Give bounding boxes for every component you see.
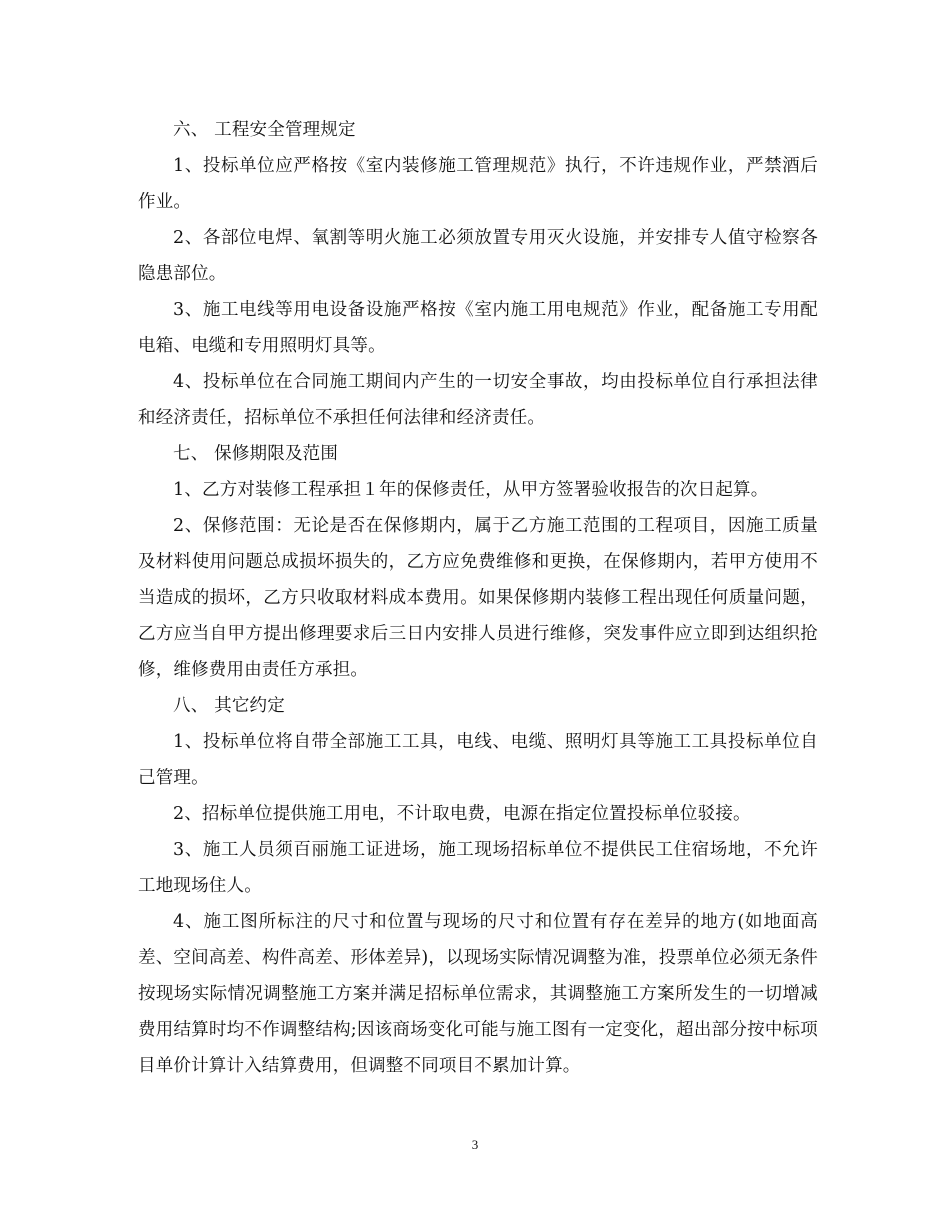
paragraph: 4、施工图所标注的尺寸和位置与现场的尺寸和位置有存在差异的地方(如地面高差、空间高差、构件高差、形体差异)，以现场实际情况调整为准，投票单位必须无条件按现场实际情况调整施工方案并满足招标单位需求，其调整施工方案所发生的一切增减费用结算时均不作调整结构;因该商场变化可能与施工图有一定变化，超出部分按中标项目单价计算计入结算费用，但调整不同项目不累加计算。 (138, 912, 818, 1076)
paragraph: 2、各部位电焊、氧割等明火施工必须放置专用灭火设施，并安排专人值守检察各隐患部位。 (138, 228, 818, 284)
paragraph: 2、招标单位提供施工用电，不计取电费，电源在指定位置投标单位驳接。 (173, 804, 751, 824)
section-heading-other: 八、 其它约定 (173, 696, 285, 716)
page-number: 3 (471, 1137, 479, 1152)
document-body (138, 112, 818, 1084)
paragraph: 3、施工人员须百丽施工证进场，施工现场招标单位不提供民工住宿场地，不允许工地现场住人。 (138, 840, 818, 896)
paragraph: 3、施工电线等用电设备设施严格按《室内施工用电规范》作业，配备施工专用配电箱、电缆和专用照明灯具等。 (138, 300, 818, 356)
paragraph: 4、投标单位在合同施工期间内产生的一切安全事故，均由投标单位自行承担法律和经济责任，招标单位不承担任何法律和经济责任。 (138, 372, 818, 428)
section-heading-safety: 六、 工程安全管理规定 (173, 120, 356, 140)
section-heading-warranty: 七、 保修期限及范围 (173, 444, 339, 464)
paragraph: 2、保修范围：无论是否在保修期内，属于乙方施工范围的工程项目，因施工质量及材料使用问题总成损坏损失的，乙方应免费维修和更换，在保修期内，若甲方使用不当造成的损坏，乙方只收取材料成本费用。如果保修期内装修工程出现任何质量问题，乙方应当自甲方提出修理要求后三日内安排人员进行维修，突发事件应立即到达组织抢修，维修费用由责任方承担。 (138, 516, 818, 680)
paragraph: 1、投标单位将自带全部施工工具，电线、电缆、照明灯具等施工工具投标单位自己管理。 (138, 732, 818, 788)
paragraph: 1、投标单位应严格按《室内装修施工管理规范》执行，不许违规作业，严禁酒后作业。 (138, 156, 818, 212)
paragraph: 1、乙方对装修工程承担１年的保修责任，从甲方签署验收报告的次日起算。 (173, 480, 769, 500)
